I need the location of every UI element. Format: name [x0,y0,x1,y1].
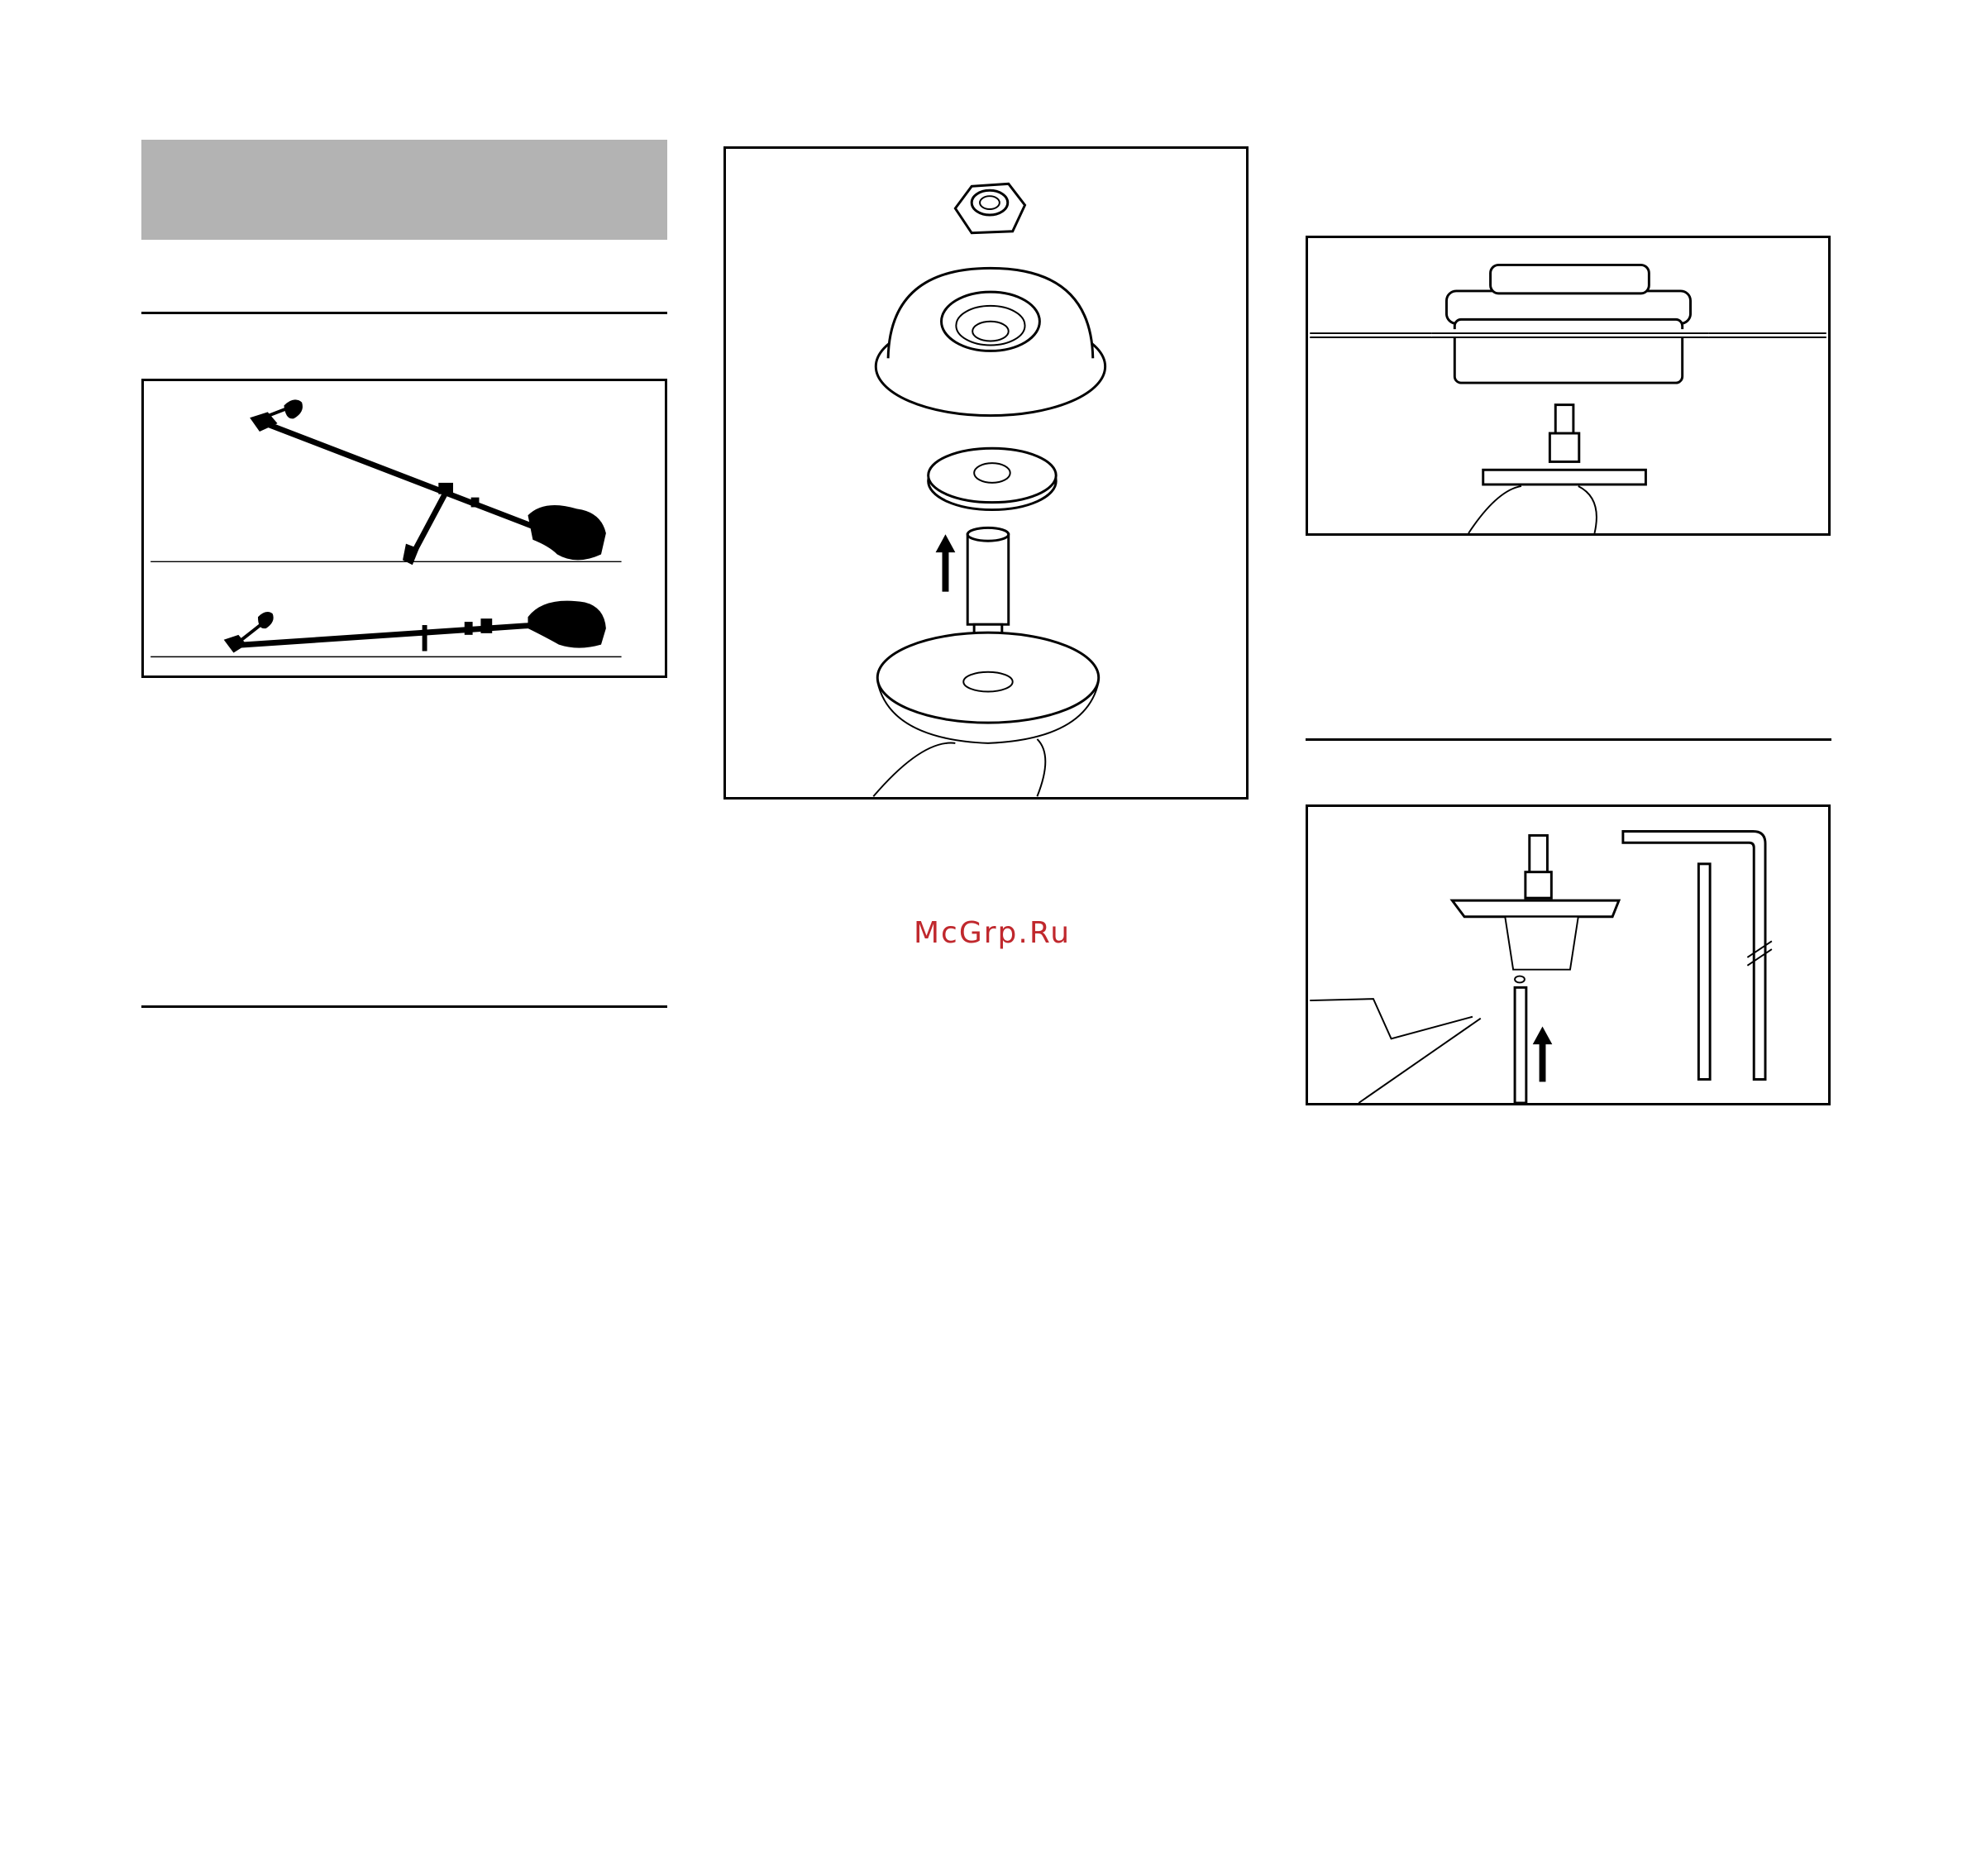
section-header-bar [141,140,667,240]
figure-locking-tool [1306,804,1831,1105]
figure-trimmer-positions [141,379,667,678]
locking-pin-icon [1515,987,1526,1103]
mowing-head-illustration [1308,238,1828,533]
trimmer-illustration [144,381,665,675]
arrow-up-icon [1533,1027,1553,1082]
gearbox-shaft-icon [1468,405,1645,533]
divider-rule [1306,738,1831,741]
trimmer-on-stand-icon [250,399,606,565]
mowing-cup-icon [876,268,1105,415]
trimmer-flat-icon [224,601,606,653]
mowing-head-icon [1432,265,1708,383]
figure-mowing-head [1306,236,1831,536]
thrust-washer-icon [929,448,1057,509]
divider-rule [141,312,667,314]
gearbox-housing-icon [1310,835,1619,1103]
hex-key-icon [1623,832,1772,1080]
nut-icon [955,184,1024,232]
figure-mounting-parts [723,146,1249,800]
watermark-text: McGrp.Ru [913,916,1072,950]
arrow-up-icon [936,534,956,591]
divider-rule [141,1005,667,1008]
mounting-parts-illustration [726,149,1246,797]
locking-tool-illustration [1308,807,1828,1103]
gearbox-flange-icon [873,632,1098,796]
